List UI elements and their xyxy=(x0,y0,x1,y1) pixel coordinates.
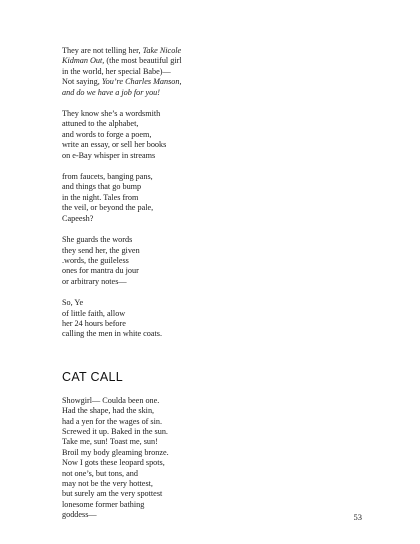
stanza xyxy=(62,298,362,340)
poem-line xyxy=(62,256,362,266)
italic-text: Take Nicole xyxy=(142,46,182,55)
poem-line xyxy=(62,56,362,66)
stanza xyxy=(62,46,362,98)
line-text: and words to forge a poem, xyxy=(62,129,152,139)
poem-line xyxy=(62,119,362,129)
line-text: in the world, her special Babe)— xyxy=(62,66,171,76)
line-text: (the most beautiful girl xyxy=(104,56,182,66)
line-text: or arbitrary notes— xyxy=(62,276,127,286)
italic-text: and do we have a job for you! xyxy=(62,87,161,97)
line-text: attuned to the alphabet, xyxy=(62,119,139,129)
stanza xyxy=(62,109,362,161)
page-content xyxy=(62,46,362,532)
poem-line xyxy=(62,88,362,98)
line-text: Take me, sun! Toast me, sun! xyxy=(62,437,158,447)
line-text: they send her, the given xyxy=(62,245,140,255)
line-text: lonesome former bathing xyxy=(62,499,145,509)
poem-line xyxy=(62,214,362,224)
poem-line xyxy=(62,235,362,245)
stanza xyxy=(62,235,362,287)
poem-cat-call xyxy=(62,396,362,521)
italic-text: You’re Charles Manson, xyxy=(101,77,182,87)
line-text: on e-Bay whisper in streams xyxy=(62,150,156,160)
line-text: calling the men in white coats. xyxy=(62,329,163,339)
poem-line xyxy=(62,458,362,468)
line-text: Capeesh? xyxy=(62,213,94,223)
line-text: Now I gots these leopard spots, xyxy=(62,458,165,468)
poem-title: CAT CALL xyxy=(62,369,123,384)
poem-line xyxy=(62,309,362,319)
poem-line xyxy=(62,266,362,276)
poem-line xyxy=(62,140,362,150)
line-text: goddess— xyxy=(62,510,97,520)
poem-line xyxy=(62,510,362,520)
poem-line xyxy=(62,67,362,77)
line-text: had a yen for the wages of sin. xyxy=(62,416,163,426)
poem-line xyxy=(62,469,362,479)
poem-line xyxy=(62,448,362,458)
poem-line xyxy=(62,406,362,416)
poem-line xyxy=(62,396,362,406)
line-text: Not saying, xyxy=(62,77,102,87)
line-text: may not be the very hottest, xyxy=(62,479,153,488)
poem-line xyxy=(62,500,362,510)
poem-line xyxy=(62,46,362,56)
line-text: .words, the guileless xyxy=(62,255,129,265)
line-text: Showgirl— Coulda been one. xyxy=(62,395,160,405)
poem-line xyxy=(62,417,362,427)
poem-line xyxy=(62,277,362,287)
poem-line xyxy=(62,246,362,256)
poem-line xyxy=(62,329,362,339)
line-text: of little faith, allow xyxy=(62,308,126,318)
poem-line xyxy=(62,130,362,140)
line-text: the veil, or beyond the pale, xyxy=(62,203,154,213)
line-text: So, Ye xyxy=(62,298,84,308)
stanza xyxy=(62,396,362,521)
line-text: Screwed it up. Baked in the sun. xyxy=(62,426,168,436)
line-text: from faucets, banging pans, xyxy=(62,172,153,182)
line-text: not one’s, but tons, and xyxy=(62,468,138,478)
line-text: ones for mantra du jour xyxy=(62,266,139,276)
line-text: Had the shape, had the skin, xyxy=(62,406,155,416)
poem-line xyxy=(62,109,362,119)
poem-line xyxy=(62,182,362,192)
line-text: They are not telling her, xyxy=(62,46,143,55)
line-text: She guards the words xyxy=(62,235,133,245)
poem-continued xyxy=(62,46,362,340)
poem-line xyxy=(62,151,362,161)
poem-line xyxy=(62,427,362,437)
poem-line xyxy=(62,489,362,499)
poem-line xyxy=(62,193,362,203)
line-text: in the night. Tales from xyxy=(62,192,139,202)
line-text: and things that go bump xyxy=(62,182,142,192)
line-text: her 24 hours before xyxy=(62,318,126,328)
line-text: Broil my body gleaming bronze. xyxy=(62,447,169,457)
poem-line xyxy=(62,298,362,308)
italic-text: Kidman Out, xyxy=(62,56,105,66)
poem-line xyxy=(62,203,362,213)
line-text: write an essay, or sell her books xyxy=(62,140,167,150)
line-text: but surely am the very spottest xyxy=(62,489,163,499)
poem-line xyxy=(62,319,362,329)
poem-line xyxy=(62,437,362,447)
poem-line xyxy=(62,479,362,489)
poem-line xyxy=(62,77,362,87)
stanza xyxy=(62,172,362,224)
line-text: They know she’s a wordsmith xyxy=(62,109,161,119)
poem-line xyxy=(62,172,362,182)
page-number: 53 xyxy=(353,512,362,522)
